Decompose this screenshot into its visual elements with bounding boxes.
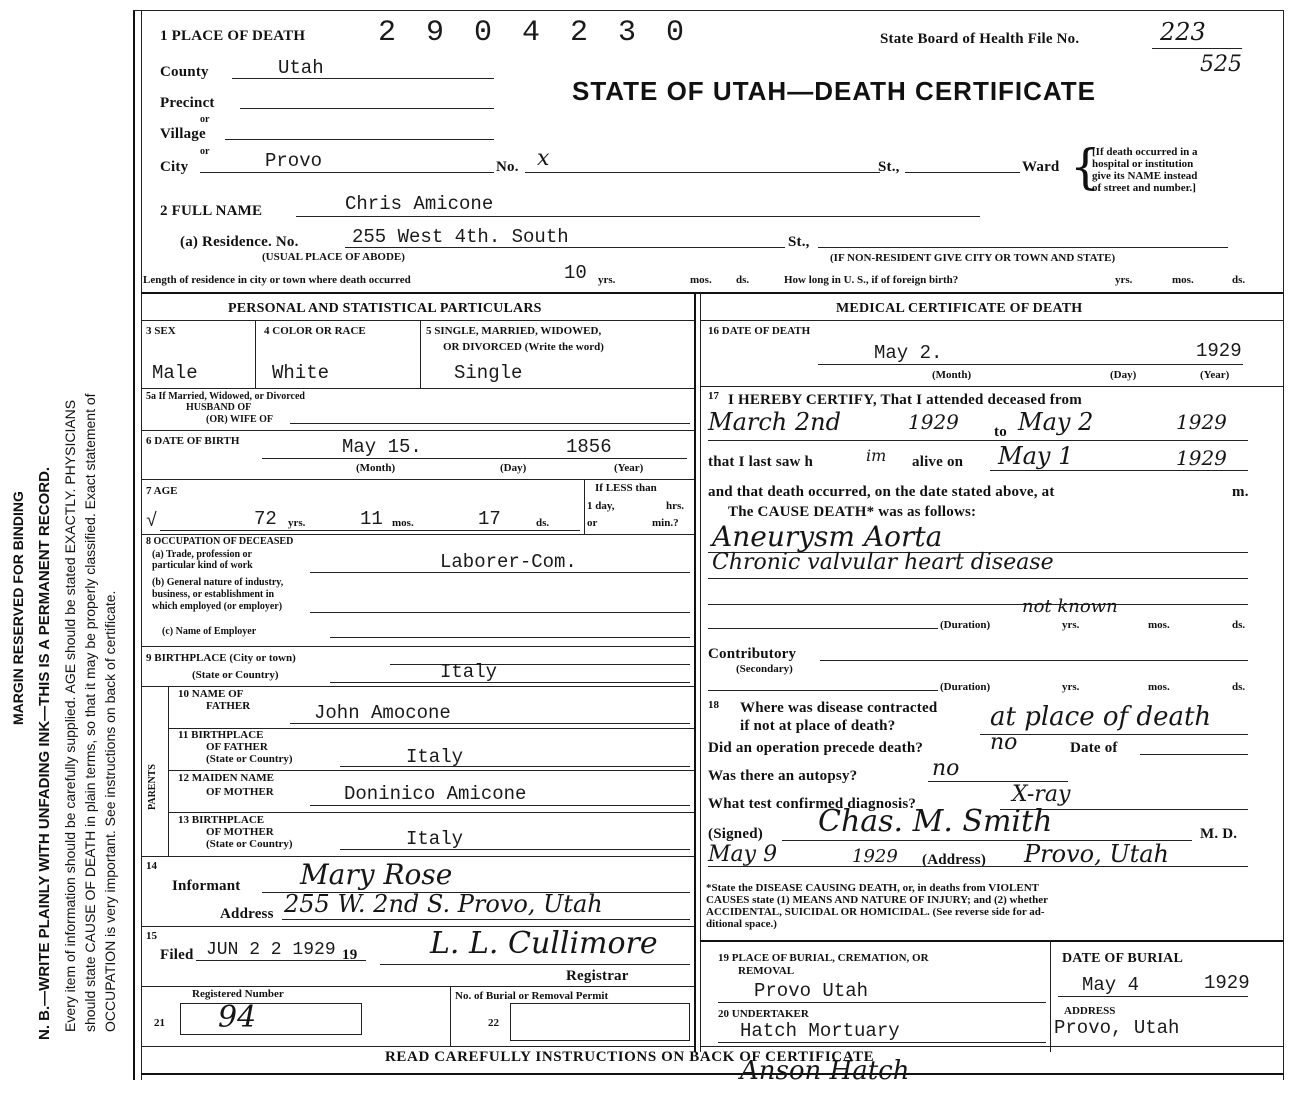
spouse-label-3: (OR) WIFE OF <box>206 414 274 425</box>
footer-rule <box>141 1073 1283 1075</box>
occupation-b-1: (b) General nature of industry, <box>152 577 284 588</box>
physician-address-value: Provo, Utah <box>1024 840 1169 868</box>
if-less-label: If LESS than <box>595 482 657 494</box>
burial-place-label-1: 19 PLACE OF BURIAL, CREMATION, OR <box>718 952 929 964</box>
row-rule-5 <box>141 646 694 647</box>
footnote-1: *State the DISEASE CAUSING DEATH, or, in deaths from VIOLENT <box>706 882 1040 894</box>
employer-line <box>330 637 690 638</box>
q18-text-2: if not at place of death? <box>740 718 896 734</box>
footnote-3: ACCIDENTAL, SUICIDAL OR HOMICIDAL. (See reverse side for ad- <box>706 906 1045 918</box>
county-value: Utah <box>278 57 324 79</box>
father-bp-label-1: 11 BIRTHPLACE <box>178 729 264 741</box>
last-saw-date: May 1 <box>998 442 1074 470</box>
q18-text-1: Where was disease contracted <box>740 700 938 716</box>
row-rule-burial-bottom <box>700 1046 1283 1047</box>
row-rule-3 <box>141 479 694 480</box>
last-saw-line <box>990 470 1248 471</box>
spouse-line <box>290 423 690 424</box>
parents-divider <box>168 686 169 856</box>
sex-label: 3 SEX <box>146 325 176 337</box>
informant-address-line <box>282 919 690 920</box>
occupation-value: Laborer-Com. <box>440 551 577 573</box>
filed-19: 19 <box>342 947 358 963</box>
file-no-value: 223 <box>1160 18 1206 46</box>
left-border <box>133 10 135 1080</box>
if-less-hrs: hrs. <box>666 500 685 512</box>
undertaker-line <box>718 1042 1046 1043</box>
certify-num: 17 <box>708 390 719 402</box>
registered-number-box <box>180 1003 362 1035</box>
last-saw-year: 1929 <box>1176 446 1227 470</box>
date-of-line <box>1140 754 1248 755</box>
or-label-2: or <box>200 146 210 157</box>
footnote-2: CAUSES state (1) MEANS AND NATURE OF INJURY; and (2) whether <box>706 894 1049 906</box>
length-yrs: yrs. <box>598 274 616 286</box>
occupation-b-line <box>310 612 690 613</box>
date-of-label: Date of <box>1070 740 1118 756</box>
occupation-b-3: which employed (or employer) <box>152 601 283 612</box>
q18-value: at place of death <box>990 702 1212 732</box>
dob-year: 1856 <box>566 436 612 458</box>
street-no-line <box>525 172 880 173</box>
or-label-1: or <box>200 114 210 125</box>
undertaker-address-title: ADDRESS <box>1064 1005 1116 1017</box>
length-ds: ds. <box>736 274 750 286</box>
autopsy-label: Was there an autopsy? <box>708 768 858 784</box>
father-name-label-1: 10 NAME OF <box>178 688 244 700</box>
if-less-or: or <box>587 517 598 529</box>
age-label: 7 AGE <box>146 485 178 497</box>
street-no-value: x <box>537 146 550 171</box>
filed-label: Filed <box>160 947 194 963</box>
burial-place-value: Provo Utah <box>754 980 869 1002</box>
left-border-inner <box>141 10 142 1080</box>
duration-ds-2: ds. <box>1232 681 1246 693</box>
registrar-line <box>380 964 690 965</box>
village-label: Village <box>160 126 206 142</box>
cause-line-2: Chronic valvular heart disease <box>712 550 1054 575</box>
county-label: County <box>160 64 209 80</box>
alive-on-label: alive on <box>912 454 964 470</box>
dod-day-caption: (Day) <box>1110 369 1137 381</box>
duration-label: (Duration) <box>940 619 991 631</box>
duration-line <box>708 628 938 629</box>
center-divider <box>694 292 696 1052</box>
how-long-us-label: How long in U. S., if of foreign birth? <box>784 274 959 286</box>
physician-address-label: (Address) <box>922 852 987 868</box>
attended-to-year: 1929 <box>1176 410 1227 434</box>
dod-month-caption: (Month) <box>932 369 972 381</box>
burial-place-label-2: REMOVAL <box>738 965 795 977</box>
filed-line <box>196 960 366 961</box>
age-ds-caption: ds. <box>536 517 550 529</box>
length-residence-value: 10 <box>564 262 587 284</box>
burial-permit-box <box>510 1003 690 1041</box>
if-less-day: 1 day, <box>587 500 615 512</box>
signed-year: 1929 <box>852 846 898 867</box>
length-mos: mos. <box>690 274 712 286</box>
cause-rule-3 <box>708 604 1248 605</box>
informant-num: 14 <box>146 860 157 872</box>
registrar-signature: L. L. Cullimore <box>430 926 658 961</box>
q18-line <box>980 734 1248 735</box>
contributory-line <box>820 660 1248 661</box>
duration-label-2: (Duration) <box>940 681 991 693</box>
occupation-a-2: particular kind of work <box>152 560 253 571</box>
mother-name-line <box>310 805 690 806</box>
informant-label: Informant <box>172 878 241 894</box>
contributory-label: Contributory <box>708 646 797 662</box>
operation-value: no <box>990 730 1018 755</box>
physician-address-line <box>708 866 1248 867</box>
filed-num: 15 <box>146 930 157 942</box>
registered-number-label: Registered Number <box>192 988 284 1000</box>
burial-place-line <box>718 1002 1046 1003</box>
hospital-note-2: hospital or institution <box>1092 158 1194 170</box>
residence-line <box>345 247 785 248</box>
mother-bp-label-2: OF MOTHER <box>206 826 274 838</box>
full-name-line <box>296 216 980 217</box>
box-22-label: 22 <box>488 1017 499 1029</box>
dod-line <box>818 364 1243 365</box>
autopsy-value: no <box>932 756 960 781</box>
mother-bp-line <box>340 849 690 850</box>
city-value: Provo <box>265 150 323 172</box>
q18-num: 18 <box>708 699 719 711</box>
father-name-value: John Amocone <box>314 702 451 724</box>
father-bp-label-3: (State or Country) <box>206 753 293 765</box>
margin-permanent-record-note: N. B.—WRITE PLAINLY WITH UNFADING INK—THIS IS A PERMANENT RECORD. <box>36 466 53 1040</box>
occupation-b-2: business, or establishment in <box>152 589 275 600</box>
if-less-min: min.? <box>652 517 679 529</box>
test-value: X-ray <box>1012 782 1071 807</box>
row-rule-12 <box>141 986 694 987</box>
color-value: White <box>272 362 330 384</box>
last-saw-text: that I last saw h <box>708 454 814 470</box>
personal-section-title: PERSONAL AND STATISTICAL PARTICULARS <box>228 301 542 316</box>
attended-to-date: May 2 <box>1018 408 1094 436</box>
occupation-a-line <box>310 572 690 573</box>
cause-line-1: Aneurysm Aorta <box>712 520 943 553</box>
place-of-death-label: 1 PLACE OF DEATH <box>160 28 306 44</box>
row-rule-9 <box>168 812 694 813</box>
undertaker-address-value: Provo, Utah <box>1054 1017 1180 1039</box>
full-name-label: 2 FULL NAME <box>160 203 263 219</box>
residence-value: 255 West 4th. South <box>352 226 569 248</box>
father-bp-value: Italy <box>406 746 464 768</box>
personal-title-rule <box>141 320 694 321</box>
instructions-footer: READ CAREFULLY INSTRUCTIONS ON BACK OF CERTIFICATE <box>385 1049 875 1065</box>
age-check: √ <box>146 510 158 532</box>
father-name-line <box>290 723 690 724</box>
precinct-label: Precinct <box>160 95 215 111</box>
age-mos-caption: mos. <box>392 517 414 529</box>
duration-yrs: yrs. <box>1062 619 1080 631</box>
marital-label-1: 5 SINGLE, MARRIED, WIDOWED, <box>426 325 602 337</box>
burial-date-value: May 4 <box>1082 974 1140 996</box>
file-no-note: 525 <box>1200 52 1242 77</box>
margin-instruction-2: should state CAUSE OF DEATH in plain terms, so that it may be properly classified. Exact statement of <box>82 393 98 1032</box>
medical-section-title: MEDICAL CERTIFICATE OF DEATH <box>836 301 1083 316</box>
sex-divider <box>255 320 256 388</box>
burial-date-divider <box>1050 940 1051 1052</box>
row-rule-6 <box>141 686 694 687</box>
attended-from-date: March 2nd <box>708 408 841 436</box>
color-divider <box>420 320 421 388</box>
father-bp-label-2: OF FATHER <box>206 741 268 753</box>
medical-title-rule <box>700 320 1283 321</box>
row-rule-8 <box>168 770 694 771</box>
cause-text: The CAUSE DEATH* was as follows: <box>728 504 977 520</box>
row-rule-13 <box>141 1046 694 1047</box>
city-label: City <box>160 159 189 175</box>
dob-year-caption: (Year) <box>614 462 644 474</box>
occupation-label: 8 OCCUPATION OF DECEASED <box>146 536 294 547</box>
county-line <box>232 78 494 79</box>
dod-year-caption: (Year) <box>1200 369 1230 381</box>
contributory-duration-line <box>708 690 938 691</box>
box-21-label: 21 <box>154 1017 165 1029</box>
burial-date-label: DATE OF BURIAL <box>1062 951 1184 966</box>
attended-from-year: 1929 <box>908 410 959 434</box>
duration-value: not known <box>1022 596 1118 617</box>
operation-label: Did an operation precede death? <box>708 740 924 756</box>
age-months: 11 <box>360 508 383 530</box>
spouse-label-2: HUSBAND OF <box>186 402 252 413</box>
street-line <box>905 172 1020 173</box>
reg-burial-divider <box>450 986 451 1046</box>
city-line <box>200 172 494 173</box>
age-years: 72 <box>254 508 277 530</box>
undertaker-signature: Anson Hatch <box>740 1056 910 1086</box>
date-of-death-label: 16 DATE OF DEATH <box>708 325 811 337</box>
full-name-value: Chris Amicone <box>345 193 494 215</box>
informant-value: Mary Rose <box>300 858 453 891</box>
nonresident-note: (IF NON-RESIDENT GIVE CITY OR TOWN AND STATE) <box>830 252 1116 264</box>
filed-value: JUN 2 2 1929 <box>206 940 336 960</box>
duration-mos-2: mos. <box>1148 681 1170 693</box>
burial-permit-label: No. of Burial or Removal Permit <box>455 990 609 1002</box>
ward-label: Ward <box>1022 159 1060 175</box>
signed-label: (Signed) <box>708 826 763 842</box>
village-line <box>225 139 494 140</box>
right-border <box>1283 10 1284 1080</box>
registered-number-value: 94 <box>218 1000 257 1035</box>
dob-line <box>262 458 687 459</box>
parents-label: PARENTS <box>147 764 158 810</box>
usual-place-note: (USUAL PLACE OF ABODE) <box>262 251 405 263</box>
age-yrs-caption: yrs. <box>288 517 306 529</box>
margin-instruction-3: OCCUPATION is very important. See instructions on back of certificate. <box>102 590 118 1032</box>
mother-bp-value: Italy <box>406 828 464 850</box>
mother-name-label-2: OF MOTHER <box>206 786 274 798</box>
date-of-death-value: May 2. <box>874 342 943 364</box>
us-ds: ds. <box>1232 274 1246 286</box>
secondary-label: (Secondary) <box>736 663 793 675</box>
attended-to-label: to <box>994 424 1007 440</box>
residence-st-label: St., <box>788 234 810 250</box>
informant-address-label: Address <box>220 906 274 922</box>
dob-label: 6 DATE OF BIRTH <box>146 435 240 447</box>
top-border <box>133 10 1283 11</box>
dob-month-day: May 15. <box>342 436 422 458</box>
certificate-number: 2 9 0 4 2 3 0 <box>378 16 691 50</box>
hospital-note-4: of street and number.] <box>1092 182 1196 194</box>
spouse-label-1: 5a If Married, Widowed, or Divorced <box>146 391 305 402</box>
street-label: St., <box>878 159 900 175</box>
color-label: 4 COLOR OR RACE <box>264 325 366 337</box>
margin-instruction-1: Every item of information should be carefully supplied. AGE should be stated EXACTLY. PHYSICIANS <box>62 399 78 1032</box>
us-mos: mos. <box>1172 274 1194 286</box>
margin-binding-note: MARGIN RESERVED FOR BINDING <box>10 491 26 725</box>
birthplace-line-1 <box>390 664 690 665</box>
hospital-note-1: [If death occurred in a <box>1092 146 1198 158</box>
hospital-note-3: give its NAME instead <box>1092 170 1198 182</box>
birthplace-label: 9 BIRTHPLACE (City or town) <box>146 652 296 664</box>
father-bp-line <box>340 766 690 767</box>
certificate-title: STATE OF UTAH—DEATH CERTIFICATE <box>572 76 1096 106</box>
length-residence-label: Length of residence in city or town where death occurred <box>143 274 411 286</box>
footnote-4: ditional space.) <box>706 918 777 930</box>
mother-bp-label-3: (State or Country) <box>206 838 293 850</box>
mother-name-value: Doninico Amicone <box>344 783 527 805</box>
burial-top-rule <box>700 940 1283 942</box>
mother-bp-label-1: 13 BIRTHPLACE <box>178 814 265 826</box>
dob-day-caption: (Day) <box>500 462 527 474</box>
registrar-label: Registrar <box>566 968 629 984</box>
duration-mos: mos. <box>1148 619 1170 631</box>
file-no-label: State Board of Health File No. <box>880 31 1080 47</box>
sex-value: Male <box>152 362 198 384</box>
physician-signature: Chas. M. Smith <box>818 804 1053 839</box>
precinct-line <box>240 108 494 109</box>
row-rule-4 <box>141 534 694 535</box>
md-label: M. D. <box>1200 826 1238 842</box>
age-days: 17 <box>478 508 501 530</box>
birthplace-value: Italy <box>440 661 498 683</box>
row-rule-2 <box>141 430 694 431</box>
last-saw-him: im <box>866 446 887 465</box>
burial-date-line <box>1058 996 1248 997</box>
us-yrs: yrs. <box>1115 274 1133 286</box>
center-divider-2 <box>700 292 701 1052</box>
employer-label: (c) Name of Employer <box>162 626 257 637</box>
father-name-label-2: FATHER <box>206 700 251 712</box>
marital-label-2: OR DIVORCED (Write the word) <box>443 341 604 353</box>
dob-month-caption: (Month) <box>356 462 396 474</box>
cause-rule-2 <box>708 578 1248 579</box>
age-less-divider <box>584 479 585 534</box>
informant-address-value: 255 W. 2nd S. Provo, Utah <box>284 890 603 918</box>
burial-date-year: 1929 <box>1204 972 1250 994</box>
signed-date: May 9 <box>708 842 778 867</box>
duration-yrs-2: yrs. <box>1062 681 1080 693</box>
death-occurred-m: m. <box>1232 484 1249 500</box>
row-rule-1 <box>141 388 694 389</box>
attended-line <box>708 440 1248 441</box>
file-no-line <box>1152 48 1242 49</box>
marital-value: Single <box>454 362 523 384</box>
ward-brace: { <box>1070 139 1101 195</box>
birthplace-line-2 <box>330 682 690 683</box>
mother-name-label-1: 12 MAIDEN NAME <box>178 772 274 784</box>
undertaker-label: 20 UNDERTAKER <box>718 1008 809 1020</box>
section-top-rule <box>141 292 1283 294</box>
row-rule-10 <box>141 856 694 857</box>
residence-st-line <box>818 247 1228 248</box>
residence-label: (a) Residence. No. <box>180 234 299 250</box>
occupation-a-1: (a) Trade, profession or <box>152 549 252 560</box>
date-of-death-year: 1929 <box>1196 340 1242 362</box>
test-label: What test confirmed diagnosis? <box>708 796 917 812</box>
age-line <box>160 530 580 531</box>
birthplace-state-caption: (State or Country) <box>192 669 279 681</box>
certify-text: I HEREBY CERTIFY, That I attended deceased from <box>728 392 1082 408</box>
death-occurred-text: and that death occurred, on the date stated above, at <box>708 484 1055 500</box>
duration-ds: ds. <box>1232 619 1246 631</box>
undertaker-value: Hatch Mortuary <box>740 1020 900 1042</box>
dod-rule <box>700 386 1283 387</box>
street-no-label: No. <box>496 159 519 175</box>
